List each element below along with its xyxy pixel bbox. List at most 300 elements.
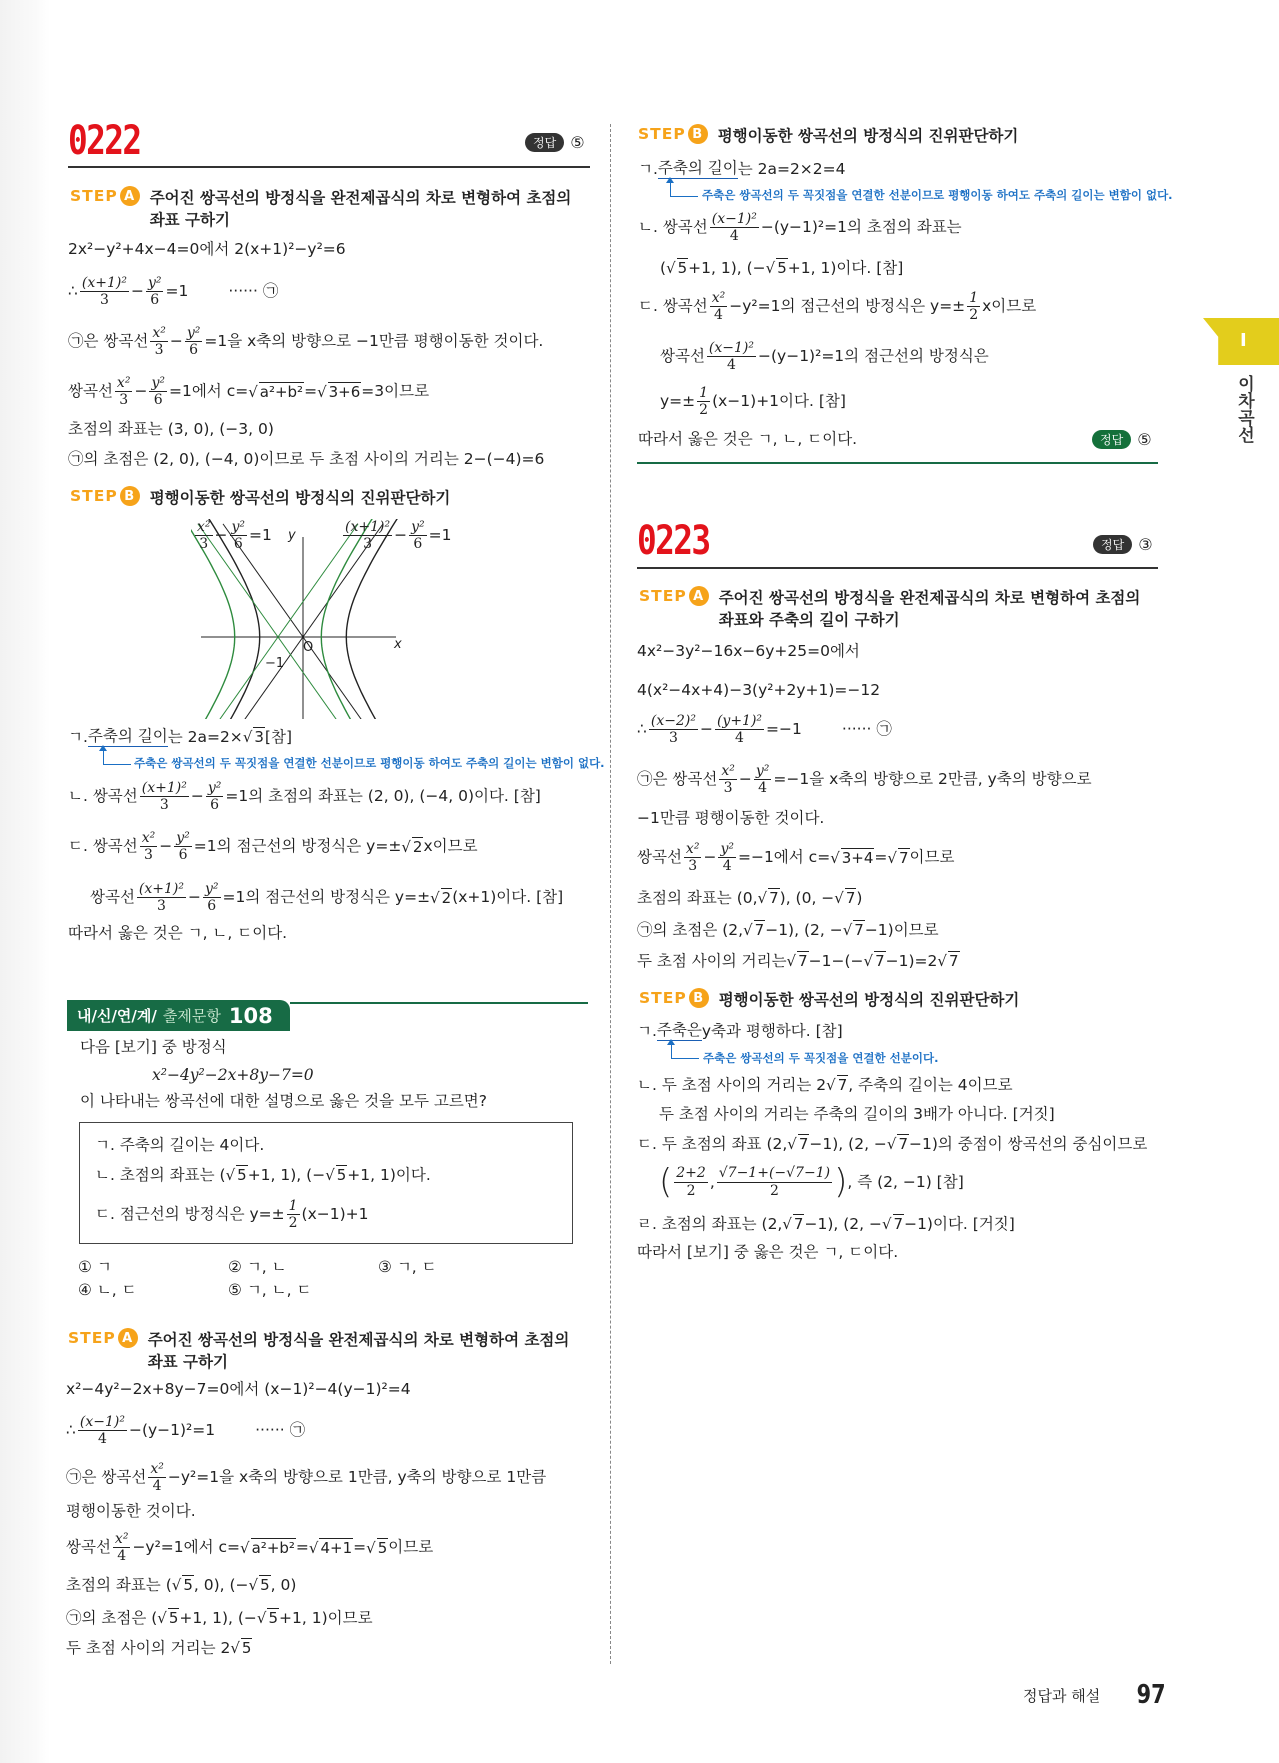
square-root: [157, 1609, 179, 1627]
numerator: x²: [114, 1531, 129, 1547]
answer-label: 정답: [1093, 535, 1132, 554]
square-root: [366, 1539, 388, 1557]
text: −y²=1을 x축의 방향으로 1만큼, y축의 방향으로 1만큼: [167, 1468, 547, 1487]
radicand: 4+1: [320, 1538, 353, 1557]
radicand: 7: [875, 952, 885, 971]
step-title-line1: 주어진 쌍곡선의 방정식을 완전제곱식의 차로 변형하여 초점의: [147, 1331, 570, 1349]
numerator: 1: [699, 385, 709, 401]
numerator: y²: [147, 275, 162, 291]
text: −: [703, 848, 717, 867]
text: +1, 1), (−: [247, 1166, 326, 1184]
denominator: 4: [97, 1431, 107, 1448]
title-rule: [637, 567, 1158, 569]
step-letter-icon: B: [689, 988, 709, 1008]
numerator: (x−1)²: [79, 1414, 125, 1430]
solution-line: [66, 1639, 252, 1658]
square-root: [864, 952, 886, 970]
text: =−1에서 c=: [737, 848, 831, 867]
text: −(y−1)²=1의 초점의 좌표는: [760, 218, 962, 237]
step-label: [638, 124, 708, 144]
text: (x−1)+1: [301, 1205, 369, 1224]
solution-line: [637, 889, 862, 908]
square-root: [401, 838, 423, 856]
related-problem-banner: [67, 1000, 290, 1031]
square-root: [758, 889, 780, 907]
text: ㉠의 초점은 (2, 0), (−4, 0)이므로 두 초점 사이의 거리는 2−(−4)=6: [68, 450, 545, 468]
fraction: [967, 290, 980, 323]
solution-line: [68, 325, 543, 358]
radicand: 7: [898, 1135, 909, 1154]
radicand: 7: [948, 952, 959, 971]
fraction: [185, 325, 203, 358]
square-root: [787, 1135, 809, 1153]
square-root: [843, 921, 865, 939]
square-root: [826, 1076, 848, 1094]
text: ∴: [637, 720, 647, 739]
radical-sign-icon: √: [225, 1166, 236, 1185]
step-letter-icon: A: [689, 586, 709, 606]
fraction: [80, 275, 129, 308]
text: , 즉 (2, −1) [참]: [847, 1172, 964, 1191]
text: ㄴ. 초점의 좌표는 (: [95, 1166, 226, 1184]
graph-equation-shifted: [341, 519, 451, 552]
big-parenthesis: ): [834, 1162, 848, 1202]
solution-line: [637, 841, 954, 874]
denominator: 3: [157, 898, 166, 915]
solution-line: [66, 1502, 196, 1521]
radical-sign-icon: √: [757, 889, 768, 908]
fraction: [710, 211, 759, 244]
radical-sign-icon: √: [863, 952, 874, 971]
text: 는 2a=2×: [167, 727, 243, 746]
step-text: STEP: [638, 125, 686, 143]
fraction: [174, 830, 192, 863]
choice-2: ② ㄱ, ㄴ: [228, 1258, 287, 1276]
square-root: [787, 952, 809, 970]
denominator: 3: [99, 292, 109, 309]
numerator: y²: [231, 519, 246, 535]
fraction: [150, 325, 168, 358]
radical-sign-icon: √: [230, 1639, 240, 1658]
solution-line: [68, 450, 544, 469]
graph-equation-original: [193, 519, 272, 552]
text: 평행이동한 것이다.: [66, 1502, 196, 1520]
numerator: x²: [711, 290, 726, 306]
radical-sign-icon: √: [881, 1215, 892, 1234]
denominator: 3: [154, 342, 164, 359]
step-text: STEP: [639, 587, 687, 605]
radical-sign-icon: √: [317, 382, 327, 401]
text: =: [353, 1538, 367, 1557]
radicand: 5: [237, 1166, 247, 1185]
fraction: [287, 1198, 300, 1231]
denominator: 4: [117, 1548, 127, 1565]
text: x²−4y²−2x+8y−7=0에서 (x−1)²−4(y−1)²=4: [66, 1380, 411, 1398]
solution-line: [638, 159, 846, 179]
fraction: [113, 1531, 131, 1564]
title-rule: [68, 166, 590, 168]
answer-value: ⑤: [570, 133, 585, 152]
text: 쌍곡선: [90, 888, 135, 907]
problem-number: 0222: [68, 118, 141, 164]
solution-line: [637, 809, 824, 828]
text: ㄹ. 초점의 좌표는 (2,: [637, 1215, 783, 1233]
text: −(y−1)²=1: [128, 1421, 216, 1440]
solution-line: [638, 290, 1036, 323]
radicand: 2: [441, 888, 452, 907]
text: +1, 1), (−: [688, 259, 766, 277]
text: ㉠은 쌍곡선: [68, 332, 149, 351]
solution-line: [68, 420, 274, 439]
solution-line: [660, 385, 846, 418]
fraction: [697, 385, 710, 418]
numerator: 1: [969, 290, 979, 306]
denominator: 3: [668, 730, 678, 747]
denominator: 3: [688, 858, 698, 875]
radical-sign-icon: √: [834, 889, 844, 908]
text: 따라서 옳은 것은 ㄱ, ㄴ, ㄷ이다.: [68, 924, 288, 942]
square-root: [230, 1639, 252, 1657]
text: +1, 1), (−: [179, 1609, 257, 1627]
bogi-item: [95, 1136, 264, 1155]
text: =1의 점근선의 방정식은 y=±: [222, 888, 431, 907]
text: ,: [709, 1172, 715, 1191]
radical-sign-icon: √: [366, 1538, 376, 1557]
text: −: [394, 526, 408, 545]
text: 쌍곡선: [660, 347, 705, 366]
text: =−1: [766, 720, 802, 739]
fraction: [719, 763, 737, 796]
question-equation: [152, 1066, 314, 1085]
fraction: [710, 290, 728, 323]
step-label: [70, 186, 140, 206]
text: ㄴ. 두 초점 사이의 거리는 2: [637, 1076, 827, 1094]
step-title-line2: 좌표 구하기: [149, 211, 230, 229]
numerator: (x+1)²: [345, 519, 391, 535]
solution-line: [90, 881, 563, 914]
text: 초점의 좌표는 (3, 0), (−3, 0): [68, 420, 274, 438]
text: 이 나타내는 쌍곡선에 대한 설명으로 옳은 것을 모두 고르면?: [80, 1092, 487, 1110]
denominator: 2: [969, 307, 979, 324]
radical-sign-icon: √: [826, 1076, 836, 1095]
fraction: [137, 881, 186, 914]
numerator: (x+1)²: [138, 881, 184, 897]
numerator: 1: [288, 1198, 298, 1214]
radicand: 7: [754, 921, 765, 940]
radical-sign-icon: √: [157, 1609, 167, 1628]
text: x이므로: [423, 837, 478, 856]
radicand: 5: [183, 1576, 193, 1595]
chapter-tab-number: I: [1240, 330, 1247, 351]
step-title: 평행이동한 쌍곡선의 방정식의 진위판단하기: [717, 127, 1019, 145]
text: ㄴ. 쌍곡선: [638, 218, 708, 237]
square-root: [766, 259, 788, 277]
numerator: y²: [720, 841, 734, 857]
text: 따라서 옳은 것은 ㄱ, ㄴ, ㄷ이다.: [638, 430, 858, 448]
answer-badge: [1093, 535, 1153, 554]
text: 쌍곡선: [66, 1538, 111, 1557]
radicand: 5: [241, 1639, 252, 1658]
radical-sign-icon: √: [248, 1576, 259, 1595]
text: −(y−1)²=1의 점근선의 방정식은: [758, 347, 989, 366]
solution-line: [637, 642, 860, 661]
radical-sign-icon: √: [887, 848, 897, 867]
text: x이므로: [982, 297, 1037, 316]
column-divider: [610, 124, 611, 1664]
step-title-line2: 좌표와 주축의 길이 구하기: [718, 611, 900, 629]
step-letter-icon: B: [688, 124, 708, 144]
fraction: [148, 1461, 166, 1494]
solution-line: [68, 375, 429, 408]
square-root: [782, 1215, 804, 1233]
text: ㉠의 초점은 (: [66, 1609, 158, 1627]
numerator: x²: [685, 841, 700, 857]
text: y축과 평행하다. [참]: [701, 1021, 843, 1040]
square-root: [257, 1609, 279, 1627]
text: ㄱ.: [68, 727, 88, 746]
text: ㄱ. 주축의 길이는 4이다.: [95, 1136, 265, 1154]
text: 쌍곡선: [637, 848, 682, 867]
text: 두 초점 사이의 거리는 주축의 길이의 3배가 아니다. [거짓]: [659, 1105, 1055, 1123]
equation-reference: ······ ㉠: [841, 720, 892, 739]
section-rule: [637, 462, 1158, 464]
text: =1에서 c=: [168, 382, 249, 401]
step-title: 평행이동한 쌍곡선의 방정식의 진위판단하기: [718, 991, 1020, 1009]
radicand: 5: [336, 1166, 347, 1185]
radicand: 5: [777, 259, 787, 278]
step-title: 평행이동한 쌍곡선의 방정식의 진위판단하기: [149, 489, 451, 507]
radical-sign-icon: √: [240, 1538, 250, 1557]
text: 이므로: [388, 1538, 434, 1557]
answer-value: ⑤: [1137, 430, 1152, 449]
square-root: [830, 849, 874, 867]
solution-line: [637, 763, 1092, 796]
text: ), (0, −: [779, 889, 835, 907]
denominator: 4: [735, 730, 744, 747]
radical-sign-icon: √: [430, 888, 440, 907]
radicand: 5: [677, 259, 688, 278]
denominator: 3: [159, 797, 169, 814]
x-axis-label: x: [394, 637, 402, 652]
radicand: 5: [168, 1609, 179, 1628]
denominator: 3: [363, 536, 372, 553]
choice-5: ⑤ ㄱ, ㄴ, ㄷ: [228, 1281, 312, 1299]
step-a-heading: [68, 1328, 569, 1372]
numerator: y²: [186, 325, 201, 341]
square-root: [666, 259, 688, 277]
radical-sign-icon: √: [401, 837, 411, 856]
square-root: [249, 1576, 271, 1594]
step-text: STEP: [70, 187, 118, 205]
text: 두 초점 사이의 거리는: [637, 952, 787, 970]
radicand: 7: [898, 848, 909, 867]
radicand: 7: [793, 1215, 804, 1234]
denominator: 6: [153, 392, 163, 409]
square-root: [309, 1539, 353, 1557]
blue-note: 주축은 쌍곡선의 두 꼭짓점을 연결한 선분이다.: [703, 1051, 939, 1065]
radical-sign-icon: √: [256, 1609, 267, 1628]
banner-tag: 출제문항: [162, 1007, 221, 1025]
radicand: 3: [254, 727, 264, 746]
text: 다음 [보기] 중 방정식: [80, 1038, 227, 1056]
radicand: 5: [260, 1576, 270, 1595]
answer-value: ③: [1138, 535, 1153, 554]
radical-sign-icon: √: [171, 1576, 182, 1595]
fraction: [146, 275, 164, 308]
text: ㄷ. 두 초점의 좌표 (2,: [637, 1135, 788, 1153]
solution-line: [68, 240, 346, 259]
text: 4(x²−4x+4)−3(y²+2y+1)=−12: [637, 681, 881, 699]
solution-line: [637, 1076, 1013, 1095]
solution-line: [637, 1135, 1147, 1154]
solution-line: [66, 1461, 546, 1494]
denominator: 3: [199, 536, 209, 553]
denominator: 4: [727, 357, 736, 374]
equation-reference: ······ ㉠: [228, 282, 279, 301]
choice-1: ① ㄱ: [78, 1258, 112, 1276]
solution-line: [659, 1162, 964, 1202]
text: −y²=1의 점근선의 방정식은 y=±: [729, 297, 966, 316]
radicand: a²+b²: [259, 382, 304, 401]
text: 4x²−3y²−16x−6y+25=0에서: [637, 642, 860, 660]
question-line: [80, 1092, 487, 1111]
text: =−1을 x축의 방향으로 2만큼, y축의 방향으로: [773, 770, 1092, 789]
radicand: 7: [798, 1135, 809, 1154]
text: 2x²−y²+4x−4=0에서 2(x+1)²−y²=6: [68, 240, 346, 258]
page-edge: [0, 0, 50, 1763]
page-number: 97: [1136, 1680, 1166, 1710]
text: x²−4y²−2x+8y−7=0: [152, 1066, 314, 1084]
solution-line: [637, 1243, 898, 1262]
solution-line: [637, 1215, 1015, 1234]
denominator: 2: [699, 402, 709, 419]
text: (x−1)+1이다. [참]: [712, 392, 846, 411]
text: ∴: [66, 1421, 76, 1440]
radicand: 7: [798, 952, 808, 971]
fraction: [649, 713, 698, 746]
fraction: [78, 1414, 127, 1447]
numerator: y²: [205, 881, 219, 897]
text: y=±: [660, 392, 696, 411]
text: −: [699, 720, 713, 739]
y-axis-label: y: [288, 528, 296, 543]
square-root: [243, 728, 265, 746]
text: −1)이므로: [864, 921, 939, 939]
text: +1, 1)이다.: [347, 1166, 431, 1184]
square-root: [248, 383, 304, 401]
numerator: (y+1)²: [716, 713, 763, 729]
text: −: [169, 332, 183, 351]
step-title: [719, 586, 1141, 630]
numerator: (x+1)²: [141, 780, 187, 796]
fraction: [206, 780, 224, 813]
numerator: x²: [150, 1461, 164, 1477]
radicand: 7: [854, 921, 864, 940]
text: ㉠은 쌍곡선: [637, 770, 718, 789]
solution-line: [66, 1380, 411, 1399]
numerator: x²: [197, 519, 211, 535]
numerator: 2+2: [676, 1165, 706, 1182]
text: −1)의 중점이 쌍곡선의 중심이므로: [909, 1135, 1148, 1153]
step-letter-icon: A: [120, 186, 140, 206]
bogi-item: [95, 1198, 369, 1231]
text: ㄴ. 쌍곡선: [68, 787, 138, 806]
numerator: x²: [721, 763, 735, 779]
numerator: y²: [207, 780, 222, 796]
origin-label: O: [303, 640, 314, 655]
chapter-title: 이차곡선: [1234, 375, 1254, 443]
solution-line: [659, 1105, 1055, 1124]
answer-label: 정답: [1092, 430, 1131, 449]
fraction: [754, 763, 772, 796]
step-a-heading: [70, 186, 571, 230]
solution-line: [66, 1609, 373, 1628]
step-title-line2: 좌표 구하기: [147, 1353, 228, 1371]
text: [참]: [264, 727, 292, 746]
text: 는 2a=2×2=4: [737, 159, 846, 178]
text: 두 초점 사이의 거리는 2: [66, 1639, 231, 1657]
text: −: [738, 770, 752, 789]
denominator: 2: [686, 1182, 696, 1199]
radical-sign-icon: √: [782, 1215, 792, 1234]
radical-sign-icon: √: [937, 952, 947, 971]
text: 쌍곡선: [68, 382, 113, 401]
text: 이므로: [909, 848, 955, 867]
step-text: STEP: [70, 487, 118, 505]
radical-sign-icon: √: [830, 848, 840, 867]
square-root: [887, 1135, 909, 1153]
radical-sign-icon: √: [325, 1166, 335, 1185]
asymptote: [198, 524, 358, 719]
denominator: 4: [152, 1478, 162, 1495]
radical-sign-icon: √: [787, 1135, 797, 1154]
blue-note: 주축은 쌍곡선의 두 꼭짓점을 연결한 선분이므로 평행이동 하여도 주축의 길이는 변함이 없다.: [702, 188, 1173, 202]
banner-title: 내/신/연/계/: [77, 1007, 157, 1025]
step-title-line1: 주어진 쌍곡선의 방정식을 완전제곱식의 차로 변형하여 초점의: [149, 189, 572, 207]
fraction: [195, 519, 213, 552]
radical-sign-icon: √: [666, 259, 676, 278]
text: ㄱ.: [638, 159, 658, 178]
text: −: [134, 382, 148, 401]
answer-label: 정답: [525, 133, 564, 152]
text: −1), (2, −: [804, 1215, 882, 1233]
text: =1: [428, 526, 452, 545]
fraction: [674, 1165, 708, 1198]
blue-note: 주축은 쌍곡선의 두 꼭짓점을 연결한 선분이므로 평행이동 하여도 주축의 길이는 변함이 없다.: [134, 756, 605, 770]
step-label: [68, 1328, 138, 1348]
radical-sign-icon: √: [842, 921, 853, 940]
step-a-heading: [639, 586, 1140, 630]
text: −1만큼 평행이동한 것이다.: [637, 809, 825, 827]
text: , 주축의 길이는 4이므로: [848, 1076, 1013, 1094]
square-root: [325, 1166, 347, 1184]
step-letter-icon: B: [120, 486, 140, 506]
denominator: 6: [233, 536, 243, 553]
banner-rule: [290, 1002, 588, 1004]
text: =1: [249, 526, 272, 545]
equation-reference: ······ ㉠: [255, 1421, 306, 1440]
text: ㄷ. 쌍곡선: [638, 297, 708, 316]
step-text: STEP: [68, 1329, 116, 1347]
text: −1−(−: [808, 952, 864, 970]
solution-line: [637, 681, 880, 700]
text: (: [660, 259, 667, 277]
radicand: 7: [837, 1076, 848, 1095]
step-title-line1: 주어진 쌍곡선의 방정식을 완전제곱식의 차로 변형하여 초점의: [718, 589, 1141, 607]
radicand: a²+b²: [251, 1538, 295, 1557]
solution-line: [68, 275, 278, 308]
radicand: 2: [412, 837, 423, 856]
